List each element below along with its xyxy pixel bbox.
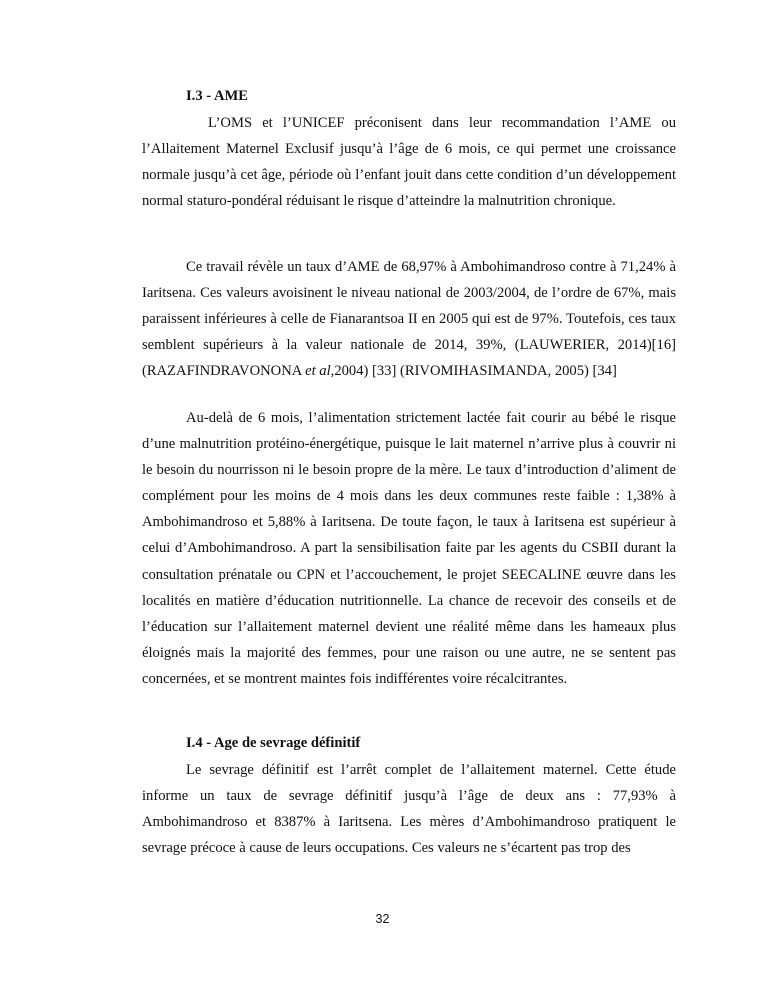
paragraph-ame-beyond-6-months: Au-delà de 6 mois, l’alimentation strictement lactée fait courir au bébé le risque d’une malnutrition protéino-énergétique, puisque le lait maternel n’arrive plus à couvrir ni le besoin du nourrisson ni le besoin propre de la mère. Le taux d’introduction d’aliment de complément pour les moins de 4 mois dans les deux communes reste faible : 1,38% à Ambohimandroso et 5,88% à Iaritsena. De toute façon, le taux à Iaritsena est supérieur à celui d’Ambohimandroso. A part la sensibilisation faite par les agents du CSBII durant la consultation prénatale ou CPN et l’accouchement, le projet SEECALINE œuvre dans les localités en matière d’éducation nutritionnelle. La chance de recevoir des conseils et de l’éducation sur l’allaitement maternel devient une réalité même dans les hameaux plus éloignés mais la majorité des femmes, pour une raison ou une autre, ne se sentent pas concernées, et se montrent maintes fois indifférentes voire récalcitrantes. [142, 410, 676, 687]
paragraph-sevrage: Le sevrage définitif est l’arrêt complet de l’allaitement maternel. Cette étude informe un taux de sevrage définitif jusqu’à l’âge de deux ans : 77,93% à Ambohimandroso et 8387% à Iaritsena. Les mères d’Ambohimandroso pratiquent le sevrage précoce à cause de leurs occupations. Ces valeurs ne s’écartent pas trop des [142, 762, 676, 857]
paragraph-ame-intro: L’OMS et l’UNICEF préconisent dans leur recommandation l’AME ou l’Allaitement Maternel Exclusif jusqu’à l’âge de 6 mois, ce qui permet une croissance normale jusqu’à cet âge, période où l’enfant jouit dans cette condition d’un développement normal staturo-pondéral réduisant le risque d’atteindre la malnutrition chronique. [142, 115, 676, 210]
section-heading-ame: I.3 - AME [186, 88, 249, 104]
paragraph-ame-rates-text: Ce travail révèle un taux d’AME de 68,97% à Ambohimandroso contre à 71,24% à Iaritsena. Ces valeurs avoisinent le niveau national de 2003/2004, de l’ordre de 67%, mais paraissent inférieures à celle de Fianarantsoa II en 2005 qui est de 97%. Toutefois, ces taux semblent supérieurs à la valeur nationale de 2014, 39%, (LAUWERIER, 2014)[16] (RAZAFINDRAVONONA [142, 259, 676, 380]
italic-et-al: et al [305, 363, 331, 380]
page-number: 32 [375, 912, 390, 926]
paragraph-ame-rates [142, 254, 676, 384]
paragraph-ame-rates-refs: ,2004) [33] (RIVOMIHASIMANDA, 2005) [34] [330, 363, 617, 380]
section-heading-sevrage: I.4 - Age de sevrage définitif [186, 735, 361, 751]
